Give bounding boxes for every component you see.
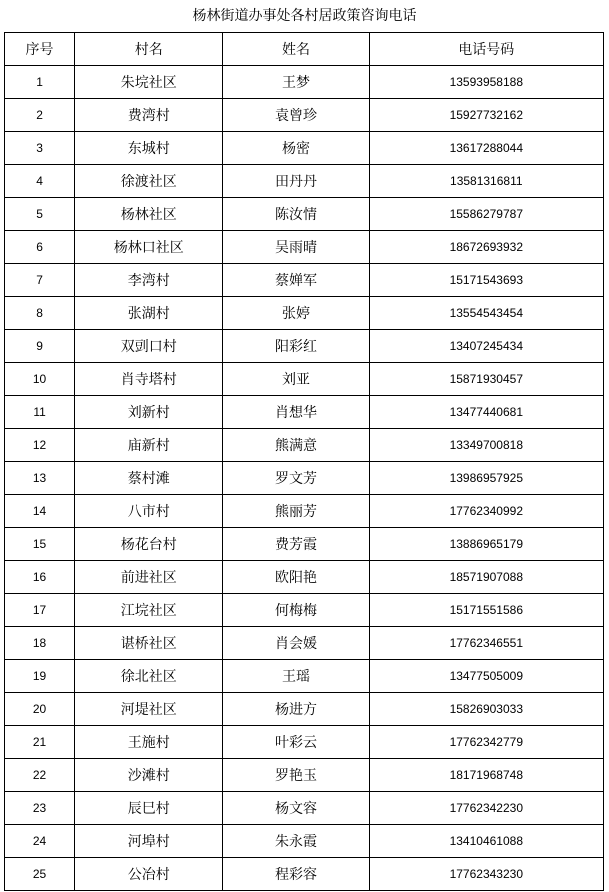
cell-name: 王瑶 [223, 660, 369, 693]
table-row [5, 429, 604, 462]
cell-village: 双剅口村 [75, 330, 223, 363]
cell-no: 2 [5, 99, 75, 132]
header-phone: 电话号码 [369, 33, 603, 66]
header-name: 姓名 [223, 33, 369, 66]
table-row [5, 660, 604, 693]
cell-village: 朱垸社区 [75, 66, 223, 99]
cell-phone: 13617288044 [369, 132, 603, 165]
cell-no: 22 [5, 759, 75, 792]
cell-phone: 13477505009 [369, 660, 603, 693]
cell-village: 杨林社区 [75, 198, 223, 231]
cell-no: 11 [5, 396, 75, 429]
cell-phone: 15826903033 [369, 693, 603, 726]
cell-village: 辰巳村 [75, 792, 223, 825]
cell-no: 14 [5, 495, 75, 528]
cell-name: 肖会媛 [223, 627, 369, 660]
page-title: 杨林街道办事处各村居政策咨询电话 [192, 8, 417, 24]
cell-no: 7 [5, 264, 75, 297]
table-row [5, 198, 604, 231]
cell-phone: 13986957925 [369, 462, 603, 495]
cell-phone: 17762342230 [369, 792, 603, 825]
cell-no: 23 [5, 792, 75, 825]
cell-phone: 18171968748 [369, 759, 603, 792]
cell-village: 前进社区 [75, 561, 223, 594]
table-row [5, 858, 604, 891]
cell-phone: 18672693932 [369, 231, 603, 264]
cell-village: 杨花台村 [75, 528, 223, 561]
table-body [5, 66, 604, 891]
table-row [5, 693, 604, 726]
cell-no: 13 [5, 462, 75, 495]
cell-name: 罗艳玉 [223, 759, 369, 792]
table-row [5, 264, 604, 297]
cell-village: 杨林口社区 [75, 231, 223, 264]
table-row [5, 66, 604, 99]
table-row [5, 396, 604, 429]
cell-phone: 15171543693 [369, 264, 603, 297]
cell-village: 徐北社区 [75, 660, 223, 693]
cell-no: 4 [5, 165, 75, 198]
cell-no: 16 [5, 561, 75, 594]
table-row [5, 330, 604, 363]
cell-name: 杨进方 [223, 693, 369, 726]
cell-phone: 17762342779 [369, 726, 603, 759]
cell-no: 20 [5, 693, 75, 726]
table-row [5, 495, 604, 528]
cell-village: 河堤社区 [75, 693, 223, 726]
table-row [5, 726, 604, 759]
cell-name: 罗文芳 [223, 462, 369, 495]
cell-village: 费湾村 [75, 99, 223, 132]
cell-village: 东城村 [75, 132, 223, 165]
cell-name: 朱永霞 [223, 825, 369, 858]
cell-name: 肖想华 [223, 396, 369, 429]
cell-name: 欧阳艳 [223, 561, 369, 594]
cell-phone: 15871930457 [369, 363, 603, 396]
header-no: 序号 [5, 33, 75, 66]
table-row [5, 594, 604, 627]
cell-village: 李湾村 [75, 264, 223, 297]
table-row [5, 165, 604, 198]
header-village: 村名 [75, 33, 223, 66]
table-row [5, 132, 604, 165]
cell-phone: 18571907088 [369, 561, 603, 594]
cell-name: 王梦 [223, 66, 369, 99]
cell-name: 陈汝情 [223, 198, 369, 231]
cell-no: 9 [5, 330, 75, 363]
cell-village: 蔡村滩 [75, 462, 223, 495]
cell-phone: 13477440681 [369, 396, 603, 429]
cell-village: 张湖村 [75, 297, 223, 330]
cell-phone: 15927732162 [369, 99, 603, 132]
cell-no: 24 [5, 825, 75, 858]
cell-no: 1 [5, 66, 75, 99]
cell-name: 杨密 [223, 132, 369, 165]
cell-phone: 13407245434 [369, 330, 603, 363]
cell-village: 公冶村 [75, 858, 223, 891]
cell-name: 程彩容 [223, 858, 369, 891]
table-row [5, 297, 604, 330]
cell-village: 王施村 [75, 726, 223, 759]
cell-no: 12 [5, 429, 75, 462]
cell-no: 15 [5, 528, 75, 561]
table-row [5, 759, 604, 792]
cell-village: 八市村 [75, 495, 223, 528]
cell-village: 刘新村 [75, 396, 223, 429]
cell-phone: 15586279787 [369, 198, 603, 231]
cell-phone: 17762340992 [369, 495, 603, 528]
cell-no: 10 [5, 363, 75, 396]
cell-name: 叶彩云 [223, 726, 369, 759]
cell-name: 杨文容 [223, 792, 369, 825]
cell-village: 河埠村 [75, 825, 223, 858]
cell-name: 吴雨晴 [223, 231, 369, 264]
cell-village: 徐渡社区 [75, 165, 223, 198]
cell-name: 刘亚 [223, 363, 369, 396]
cell-village: 庙新村 [75, 429, 223, 462]
cell-name: 熊丽芳 [223, 495, 369, 528]
cell-village: 肖寺塔村 [75, 363, 223, 396]
table-row [5, 99, 604, 132]
cell-no: 17 [5, 594, 75, 627]
cell-no: 8 [5, 297, 75, 330]
table-row [5, 363, 604, 396]
table-row [5, 627, 604, 660]
cell-no: 19 [5, 660, 75, 693]
cell-no: 3 [5, 132, 75, 165]
header-row [5, 33, 604, 66]
table-row [5, 561, 604, 594]
table-row [5, 231, 604, 264]
cell-no: 6 [5, 231, 75, 264]
cell-name: 袁曾珍 [223, 99, 369, 132]
cell-village: 谌桥社区 [75, 627, 223, 660]
contact-table [4, 32, 604, 891]
table-row [5, 825, 604, 858]
cell-name: 熊满意 [223, 429, 369, 462]
cell-no: 18 [5, 627, 75, 660]
cell-no: 21 [5, 726, 75, 759]
cell-village: 沙滩村 [75, 759, 223, 792]
cell-no: 5 [5, 198, 75, 231]
table-row [5, 792, 604, 825]
cell-phone: 13410461088 [369, 825, 603, 858]
cell-name: 张婷 [223, 297, 369, 330]
table-row [5, 462, 604, 495]
cell-phone: 13886965179 [369, 528, 603, 561]
cell-phone: 13554543454 [369, 297, 603, 330]
cell-phone: 17762346551 [369, 627, 603, 660]
cell-village: 江垸社区 [75, 594, 223, 627]
cell-name: 费芳霞 [223, 528, 369, 561]
cell-phone: 17762343230 [369, 858, 603, 891]
cell-no: 25 [5, 858, 75, 891]
cell-name: 阳彩红 [223, 330, 369, 363]
cell-name: 何梅梅 [223, 594, 369, 627]
cell-name: 蔡婵军 [223, 264, 369, 297]
cell-phone: 13349700818 [369, 429, 603, 462]
cell-phone: 13581316811 [369, 165, 603, 198]
cell-phone: 13593958188 [369, 66, 603, 99]
cell-name: 田丹丹 [223, 165, 369, 198]
cell-phone: 15171551586 [369, 594, 603, 627]
table-row [5, 528, 604, 561]
